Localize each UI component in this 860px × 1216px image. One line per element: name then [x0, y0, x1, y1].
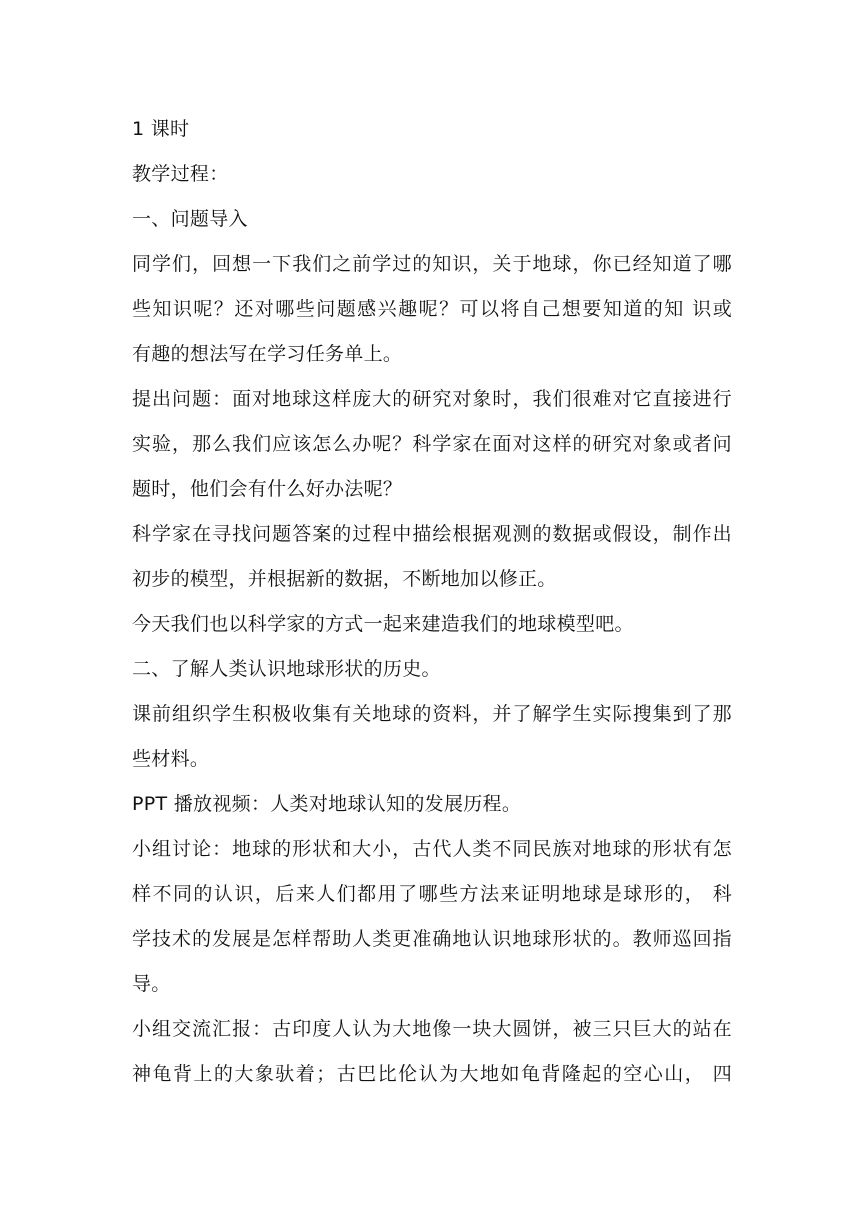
paragraph-line: 神龟背上的大象驮着；古巴比伦认为大地如龟背隆起的空心山， 四: [132, 1063, 732, 1085]
paragraph-line: 实验，那么我们应该怎么办呢？科学家在面对这样的研究对象或者问: [132, 433, 732, 455]
lesson-count: 1 课时: [132, 118, 190, 140]
paragraph-line: 样不同的认识，后来人们都用了哪些方法来证明地球是球形的， 科: [132, 883, 732, 905]
paragraph-line: 今天我们也以科学家的方式一起来建造我们的地球模型吧。: [132, 613, 634, 635]
section-teaching-process: 教学过程：: [132, 163, 229, 185]
paragraph-line: 有趣的想法写在学习任务单上。: [132, 343, 403, 365]
paragraph-line: 提出问题：面对地球这样庞大的研究对象时，我们很难对它直接进行: [132, 388, 732, 410]
paragraph-line: 学技术的发展是怎样帮助人类更准确地认识地球形状的。教师巡回指: [132, 928, 732, 950]
paragraph-line: 小组讨论：地球的形状和大小，古代人类不同民族对地球的形状有怎: [132, 838, 732, 860]
paragraph-line: 些材料。: [132, 748, 210, 770]
paragraph-line: 初步的模型，并根据新的数据，不断地加以修正。: [132, 568, 557, 590]
heading-problem-intro: 一、问题导入: [132, 208, 248, 230]
paragraph-line: 些知识呢？还对哪些问题感兴趣呢？可以将自己想要知道的知 识或: [132, 298, 732, 320]
heading-earth-shape-history: 二、了解人类认识地球形状的历史。: [132, 658, 441, 680]
paragraph-line: PPT 播放视频：人类对地球认知的发展历程。: [132, 793, 522, 815]
paragraph-line: 小组交流汇报：古印度人认为大地像一块大圆饼，被三只巨大的站在: [132, 1018, 732, 1040]
paragraph-line: 课前组织学生积极收集有关地球的资料，并了解学生实际搜集到了那: [132, 703, 732, 725]
paragraph-line: 同学们，回想一下我们之前学过的知识，关于地球，你已经知道了哪: [132, 253, 732, 275]
paragraph-line: 科学家在寻找问题答案的过程中描绘根据观测的数据或假设，制作出: [132, 523, 732, 545]
paragraph-line: 题时，他们会有什么好办法呢？: [132, 478, 403, 500]
paragraph-line: 导。: [132, 973, 171, 995]
